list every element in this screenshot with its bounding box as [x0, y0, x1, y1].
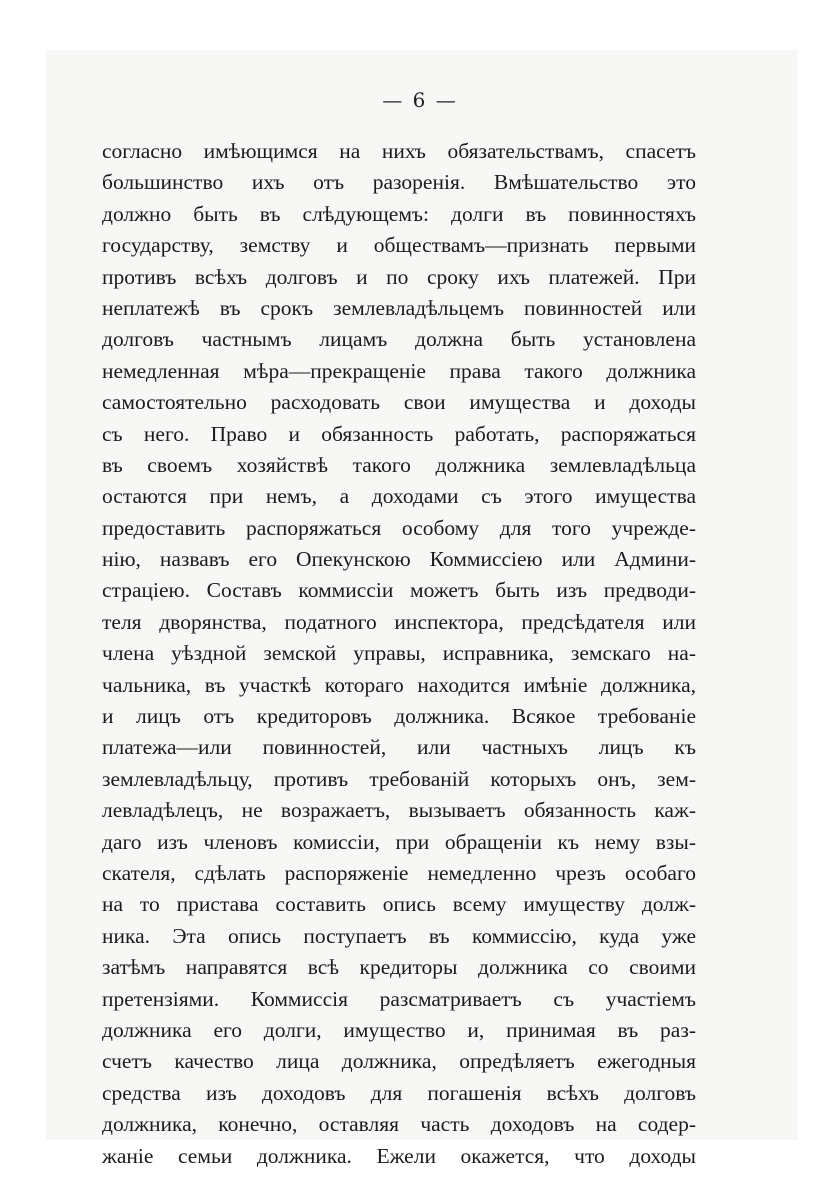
text-line: немедленная мѣра—прекращеніе права такого должника [102, 358, 696, 383]
text-line: теля дворянства, податного инспектора, предсѣдателя или [102, 609, 696, 634]
text-line: левладѣлецъ, не возражаетъ, вызываетъ обязанность каж- [102, 798, 696, 823]
text-line: нію, назвавъ его Опекунскою Коммиссіею или Админи- [102, 547, 696, 572]
text-line: предоставить распоряжаться особому для того учрежде- [102, 515, 696, 540]
text-line: землевладѣльцу, противъ требованій которыхъ онъ, зем- [102, 766, 696, 791]
text-line: съ него. Право и обязанность работать, распоряжаться [102, 421, 696, 446]
text-line: согласно имѣющимся на нихъ обязательствамъ, спасетъ [102, 139, 696, 163]
text-line: долговъ частнымъ лицамъ должна быть установлена [102, 327, 696, 352]
text-line: неплатежѣ въ срокъ землевладѣльцемъ повинностей или [102, 295, 696, 320]
text-line: скателя, сдѣлать распоряженіе немедленно чрезъ особаго [102, 860, 696, 885]
text-line: должника, конечно, оставляя часть доходовъ на содер- [102, 1112, 696, 1137]
text-line: должно быть въ слѣдующемъ: долги въ повинностяхъ [102, 201, 696, 226]
text-line: на то пристава составить опись всему имуществу долж- [102, 892, 696, 917]
text-line: платежа—или повинностей, или частныхъ лицъ къ [102, 735, 696, 760]
text-line: самостоятельно расходовать свои имущества и доходы [102, 390, 696, 415]
text-line: большинство ихъ отъ разоренія. Вмѣшательство это [102, 170, 696, 195]
text-line: средства изъ доходовъ для погашенія всѣхъ долговъ [102, 1080, 696, 1105]
text-line: остаются при немъ, а доходами съ этого имущества [102, 484, 696, 509]
text-line: противъ всѣхъ долговъ и по сроку ихъ платежей. При [102, 264, 696, 289]
body-text [102, 136, 696, 1172]
text-line: ника. Эта опись поступаетъ въ коммиссію, куда уже [102, 923, 696, 948]
text-line: члена уѣздной земской управы, исправника, земскаго на- [102, 641, 696, 666]
text-line: чальника, въ участкѣ котораго находится имѣніе должника, [102, 672, 696, 697]
text-line: страціею. Составъ коммиссіи можетъ быть изъ предводи- [102, 578, 696, 603]
text-line: и лицъ отъ кредиторовъ должника. Всякое требованіе [102, 704, 696, 729]
page-number: — 6 — [382, 88, 458, 112]
text-line: жаніе семьи должника. Ежели окажется, что доходы [102, 1143, 696, 1168]
text-line: счетъ качество лица должника, опредѣляетъ ежегодныя [102, 1049, 696, 1074]
text-line: въ своемъ хозяйствѣ такого должника землевладѣльца [102, 452, 696, 477]
text-line: должника его долги, имущество и, принимая въ раз- [102, 1017, 696, 1042]
text-line: затѣмъ направятся всѣ кредиторы должника со своими [102, 955, 696, 980]
text-line: претензіями. Коммиссія разсматриваетъ съ участіемъ [102, 986, 696, 1011]
text-line: государству, земству и обществамъ—признать первыми [102, 233, 696, 258]
text-line: даго изъ членовъ комиссіи, при обращеніи къ нему взы- [102, 829, 696, 854]
